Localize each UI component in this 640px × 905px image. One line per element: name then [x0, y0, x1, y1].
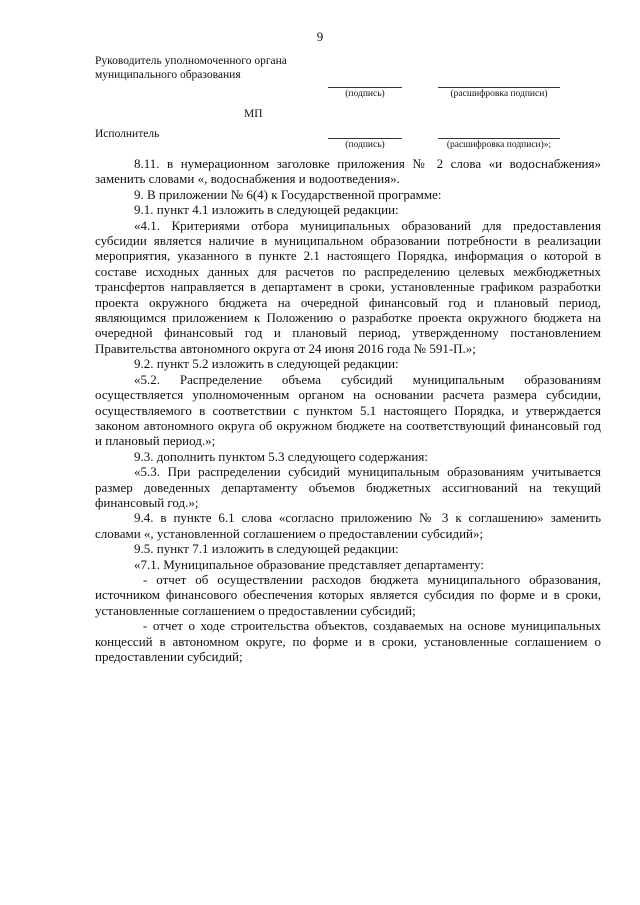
executor-label: Исполнитель	[95, 128, 160, 140]
paragraph-9-2: 9.2. пункт 5.2 изложить в следующей редакции:	[134, 356, 399, 372]
stamp-placeholder: МП	[244, 108, 263, 120]
head-line-2: муниципального образования	[95, 69, 241, 81]
document-body	[95, 156, 601, 664]
paragraph-9-3: 9.3. дополнить пунктом 5.3 следующего содержания:	[134, 448, 428, 464]
sign-caption: (подпись)	[345, 89, 385, 99]
paragraph-9-4: 9.4. в пункте 6.1 слова «согласно приложению № 3 к соглашению» заменить словами «, установленной соглашением о предоставлении субсидий»;	[95, 510, 601, 541]
executor-decode-caption: (расшифровка подписи)»;	[446, 140, 552, 150]
paragraph-5-3-text: «5.3. При распределении субсидий муниципальным образованиям учитывается размер доведенных департаменту объемов бюджетных ассигнований на текущий финансовый год.»;	[95, 464, 601, 510]
signature-head-label	[95, 54, 287, 82]
paragraph-9-1: 9.1. пункт 4.1 изложить в следующей редакции:	[134, 202, 399, 218]
list-item-construction-report: - отчет о ходе строительства объектов, создаваемых на основе муниципальных концессий в автономном округе, по форме и в сроки, установленные соглашением о предоставлении субсидий;	[95, 618, 601, 664]
executor-decode-line	[438, 138, 560, 139]
signature-line	[328, 87, 402, 88]
executor-signature-line	[328, 138, 402, 139]
decode-caption: (расшифровка подписи)	[450, 89, 548, 99]
paragraph-8-11: 8.11. в нумерационном заголовке приложения № 2 слова «и водоснабжения» заменить словами «, водоснабжения и водоотведения».	[95, 156, 601, 187]
paragraph-4-1-text: «4.1. Критериями отбора муниципальных образований для предоставления субсидии является наличие в муниципальном образовании потребности в реализации мероприятия, указанного в пункте 2.1 настоящего Порядка, информация о которой в составе исходных данных для расчетов по распределению целевых межбюджетных трансфертов направляется в департамент в сроки, установленные графиком разработки проекта окружного бюджета на очередной финансовый год и плановый период, являющимся приложением к Положению о разработке проекта окружного бюджета на очередной финансовый год и плановый период, утвержденному постановлением Правительства автономного округа от 24 июня 2016 года № 591-П.»;	[95, 217, 601, 356]
paragraph-7-1-text: «7.1. Муниципальное образование представляет департаменту:	[134, 556, 484, 572]
paragraph-9-5: 9.5. пункт 7.1 изложить в следующей редакции:	[134, 541, 399, 557]
page-number: 9	[316, 29, 324, 44]
head-line-1: Руководитель уполномоченного органа	[95, 55, 287, 67]
list-item-expense-report: - отчет об осуществлении расходов бюджета муниципального образования, источником финансового обеспечения которых является субсидия по форме и в сроки, установленные соглашением о предоставлении субсидий;	[95, 571, 601, 618]
paragraph-9: 9. В приложении № 6(4) к Государственной программе:	[134, 186, 442, 202]
decode-line	[438, 87, 560, 88]
paragraph-5-2-text: «5.2. Распределение объема субсидий муниципальным образованиям осуществляется уполномоченным органом на основании расчета размера субсидии, осуществляемого в соответствии с пунктом 5.1 настоящего Порядка, и утверждается законом автономного округа об окружном бюджете на соответствующий финансовый год и плановый период.»;	[95, 371, 601, 449]
executor-sign-caption: (подпись)	[345, 140, 385, 150]
